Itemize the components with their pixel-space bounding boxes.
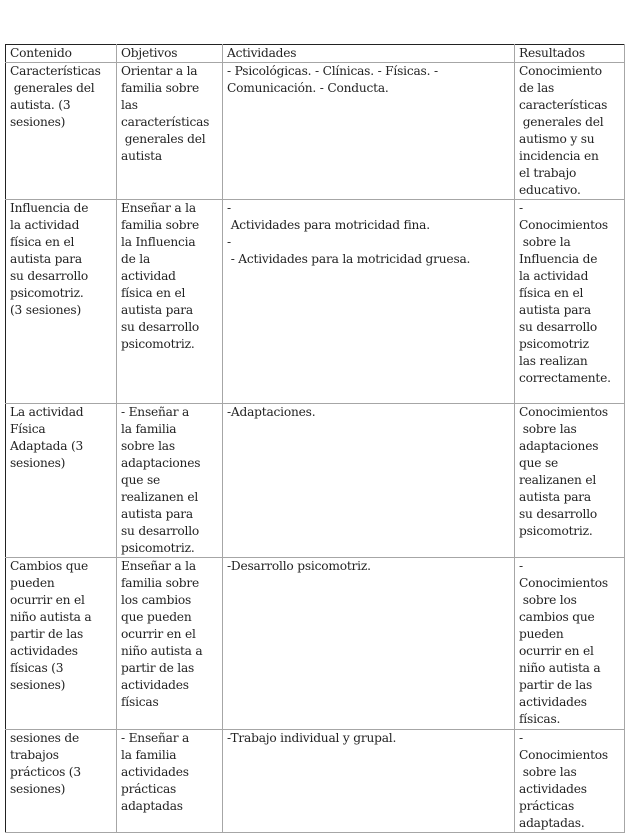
table-row: [6, 404, 625, 558]
cell-objetivos: - Enseñar a la familia sobre las adaptaciones que se realizanen el autista para su desarrollo psicomotriz.: [117, 404, 223, 558]
cell-contenido: Influencia de la actividad física en el autista para su desarrollo psicomotriz. (3 sesiones): [6, 200, 117, 404]
cell-contenido: La actividad Física Adaptada (3 sesiones): [6, 404, 117, 558]
cell-resultados: - Conocimientos sobre los cambios que pueden ocurrir en el niño autista a partir de las actividades físicas.: [515, 558, 625, 730]
cell-resultados: - Conocimientos sobre la Influencia de la actividad física en el autista para su desarrollo psicomotriz las realizan correctamente.: [515, 200, 625, 404]
table-row: [6, 200, 625, 404]
table-row: [6, 730, 625, 833]
header-row: [6, 45, 625, 63]
cell-resultados: Conocimiento de las características generales del autismo y su incidencia en el trabajo educativo.: [515, 63, 625, 200]
header-objetivos: Objetivos: [117, 45, 223, 63]
cell-actividades: -Desarrollo psicomotriz.: [223, 558, 515, 730]
cell-objetivos: Orientar a la familia sobre las características generales del autista: [117, 63, 223, 200]
cell-resultados: - Conocimientos sobre las actividades prácticas adaptadas.: [515, 730, 625, 833]
cell-contenido: Cambios que pueden ocurrir en el niño autista a partir de las actividades físicas (3 sesiones): [6, 558, 117, 730]
header-contenido: Contenido: [6, 45, 117, 63]
cell-objetivos: - Enseñar a la familia actividades prácticas adaptadas: [117, 730, 223, 833]
cell-contenido: sesiones de trabajos prácticos (3 sesiones): [6, 730, 117, 833]
table-row: [6, 63, 625, 200]
cell-actividades: -Adaptaciones.: [223, 404, 515, 558]
cell-objetivos: Enseñar a la familia sobre los cambios que pueden ocurrir en el niño autista a partir de las actividades físicas: [117, 558, 223, 730]
table-row: [6, 558, 625, 730]
cell-actividades: - Actividades para motricidad fina. - - Actividades para la motricidad gruesa.: [223, 200, 515, 404]
cell-resultados: Conocimientos sobre las adaptaciones que se realizanen el autista para su desarrollo psicomotriz.: [515, 404, 625, 558]
activities-table: [5, 44, 625, 833]
cell-actividades: - Psicológicas. - Clínicas. - Físicas. - Comunicación. - Conducta.: [223, 63, 515, 200]
cell-actividades: -Trabajo individual y grupal.: [223, 730, 515, 833]
cell-contenido: Características generales del autista. (3 sesiones): [6, 63, 117, 200]
cell-objetivos: Enseñar a la familia sobre la Influencia de la actividad física en el autista para su desarrollo psicomotriz.: [117, 200, 223, 404]
header-actividades: Actividades: [223, 45, 515, 63]
header-resultados: Resultados: [515, 45, 625, 63]
